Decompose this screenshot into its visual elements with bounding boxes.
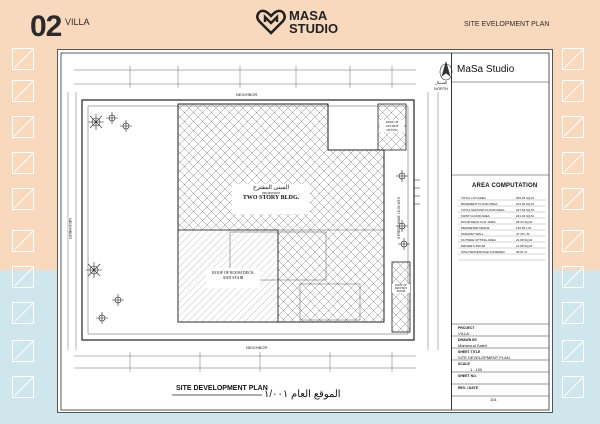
street-label: STREET WIDE 18.00 MTS [396,197,401,239]
brand-line-2: STUDIO [289,21,339,36]
area-row-label: DRIVER'S ROOM [461,244,486,248]
area-computation-title: AREA COMPUTATION [472,183,538,189]
area-row-value: 21.98 SQ.M. [516,244,533,248]
sheet-title-value: SITE DEVELOPMENT PLAN [458,355,510,360]
area-row-value: 625.25 SQ.M. [516,196,535,200]
area-row-label: PERIMETER FENCE [461,226,490,230]
revision-label: REV. / DATE [458,386,479,390]
area-row-value: 122.65 L.M. [516,226,532,230]
area-row-label: ROOM DECK FLR. AREA [461,220,496,224]
area-row-label: PARAPET WALL [461,232,484,236]
area-row-label: TOTAL GROUND FLOOR AREA [461,208,505,212]
area-row [461,214,547,218]
area-row-value: 47.35 L.M. [516,232,531,236]
drawn-by-value: Mahmoud Saleh [458,343,488,348]
two-storey-building-label [232,184,310,214]
neighbor-bottom-label: NEIGHBOR [246,345,268,350]
area-row-value: 39.61 % [516,250,528,254]
area-row [461,232,547,236]
area-row-label: SITE PERCENTAGE COVERED [461,250,505,254]
sheet-title-label: SHEET TITLE [458,350,481,354]
page-number: 02 [30,10,62,43]
area-row [461,220,547,224]
area-row-value: 101.94 SQ.M. [516,202,535,206]
drawn-by-label: DRAWN BY [458,338,478,342]
roof-driver-room-label: ROOF OF DRIVER'S ROOM [392,284,410,293]
page-subtitle: VILLA [65,17,90,27]
brand-line-1: MASA [289,8,328,23]
building-arabic-label: المبنى المقترح [252,185,290,191]
area-row [461,250,547,254]
sheet-number-label: SHEET NO. [458,374,477,378]
neighbor-top-label: NEIGHBOR [236,92,258,97]
project-field-label: PROJECT [458,326,475,330]
area-row-label: TOTAL LOT AREA [461,196,486,200]
area-row-value: 241.43 SQ.M. [516,214,535,218]
neighbor-left-label: NEIGHBOR [68,217,74,240]
scale-value: 1 : 100 [470,367,483,372]
area-row-label: FIRST FLOOR AREA [461,214,490,218]
area-row-value: 26.20 SQ.M. [516,220,533,224]
sheet-number-value: 101 [490,397,497,402]
area-row-value: 247.63 SQ.M. [516,208,535,212]
area-row [461,196,547,200]
building-proposed-label: PROPOSED [262,191,280,195]
project-field-value: VILLA [458,331,469,336]
header-right-title: SITE EVELOPMENT PLAN [464,21,550,28]
area-row-label: BASEMENT FLOOR AREA [461,202,498,206]
area-row [461,226,547,230]
title-block-studio: MaSa Studio [457,64,515,75]
scale-label: SCALE [458,362,470,366]
area-row-label: OUTSIDE SITTING AREA [461,238,496,242]
north-arabic-label: الشمال [435,80,448,85]
plan-title: SITE DEVELOPMENT PLAN [176,385,268,392]
roof-outside-sitting-label: ROOF OF OUTSIDE SITTING [380,120,404,132]
area-row [461,238,547,242]
building-name-label: TWO STORY BLDG. [242,195,300,201]
plan-title-arabic: الموقع العام ١/٠٠١ [264,389,341,400]
roof-deck-label: ROOF OF ROOM DECK AND STAIR [206,268,260,288]
area-row [461,244,547,248]
area-row [461,202,547,206]
area-row [461,208,547,212]
area-row-value: 21.98 SQ.M. [516,238,533,242]
north-label: NORTH [434,86,449,91]
